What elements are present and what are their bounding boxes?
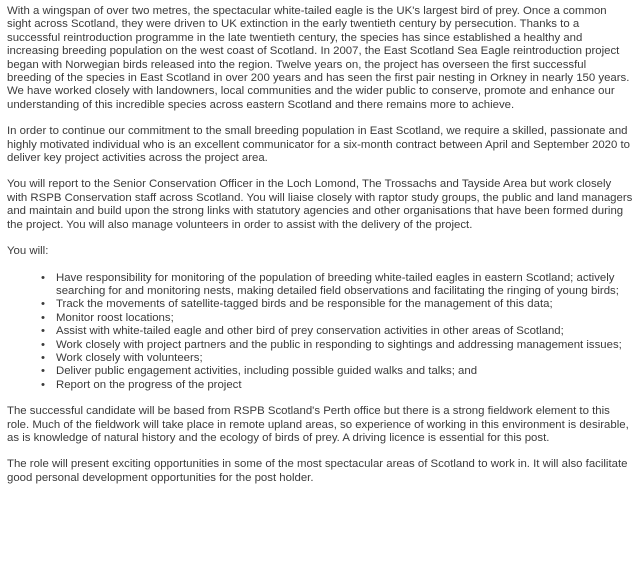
- paragraph-commitment: In order to continue our commitment to the small breeding population in East Scotland, we require a skilled, passionate and highly motivated individual who is an excellent communicator for a six-month contract between April and September 2020 to deliver key project activities across the project area.: [7, 125, 631, 165]
- paragraph-intro: With a wingspan of over two metres, the spectacular white-tailed eagle is the UK's largest bird of prey. Once a common sight across Scotland, they were driven to UK extinction in the early twentieth century by persecution. Thanks to a successful reintroduction programme in the late twentieth century, the species has since established a healthy and increasing breeding population on the west coast of Scotland. In 2007, the East Scotland Sea Eagle reintroduction project began with Norwegian birds released into the region. Twelve years on, the project has overseen the first successful breeding of the species in East Scotland in over 200 years and has seen the first pair nesting in Orkney in nearly 150 years. We have worked closely with landowners, local communities and the wider public to conserve, promote and enhance our understanding of this incredible species across eastern Scotland and there remains more to achieve.: [7, 5, 630, 111]
- bullet-item: • Have responsibility for monitoring of the population of breeding white-tailed eagles in eastern Scotland; actively searching for and monitoring nests, making detailed field observations and facilitating the ringing of young birds;: [56, 272, 633, 299]
- bullet-item: • Report on the progress of the project: [56, 379, 633, 392]
- bullet-item: • Work closely with project partners and the public in responding to sightings and addressing management issues;: [56, 339, 633, 352]
- paragraph-reporting: You will report to the Senior Conservation Officer in the Loch Lomond, The Trossachs and Tayside Area but work closely with RSPB Conservation staff across Scotland. You will liaise closely with raptor study groups, the public and land managers and maintain and build upon the strong links with statutory agencies and other organisations that have been formed during the project. You will also manage volunteers in order to assist with the delivery of the project.: [7, 178, 633, 231]
- bullet-item: • Work closely with volunteers;: [56, 352, 633, 365]
- bullet-item: • Assist with white-tailed eagle and other bird of prey conservation activities in other areas of Scotland;: [56, 325, 633, 338]
- responsibilities-list: [7, 272, 633, 393]
- bullet-item: • Monitor roost locations;: [56, 312, 633, 325]
- bullet-item: • Deliver public engagement activities, including possible guided walks and talks; and: [56, 365, 633, 378]
- paragraph-closing: The role will present exciting opportunities in some of the most spectacular areas of Scotland to work in. It will also facilitate good personal development opportunities for the post holder.: [7, 458, 628, 484]
- list-intro: You will:: [7, 245, 49, 258]
- paragraph-location: The successful candidate will be based from RSPB Scotland's Perth office but there is a strong fieldwork element to this role. Much of the fieldwork will take place in remote upland areas, so experience of working in this environment is desirable, as is knowledge of natural history and the ecology of birds of prey. A driving licence is essential for this post.: [7, 405, 629, 444]
- bullet-item: • Track the movements of satellite-tagged birds and be responsible for the management of this data;: [56, 298, 633, 311]
